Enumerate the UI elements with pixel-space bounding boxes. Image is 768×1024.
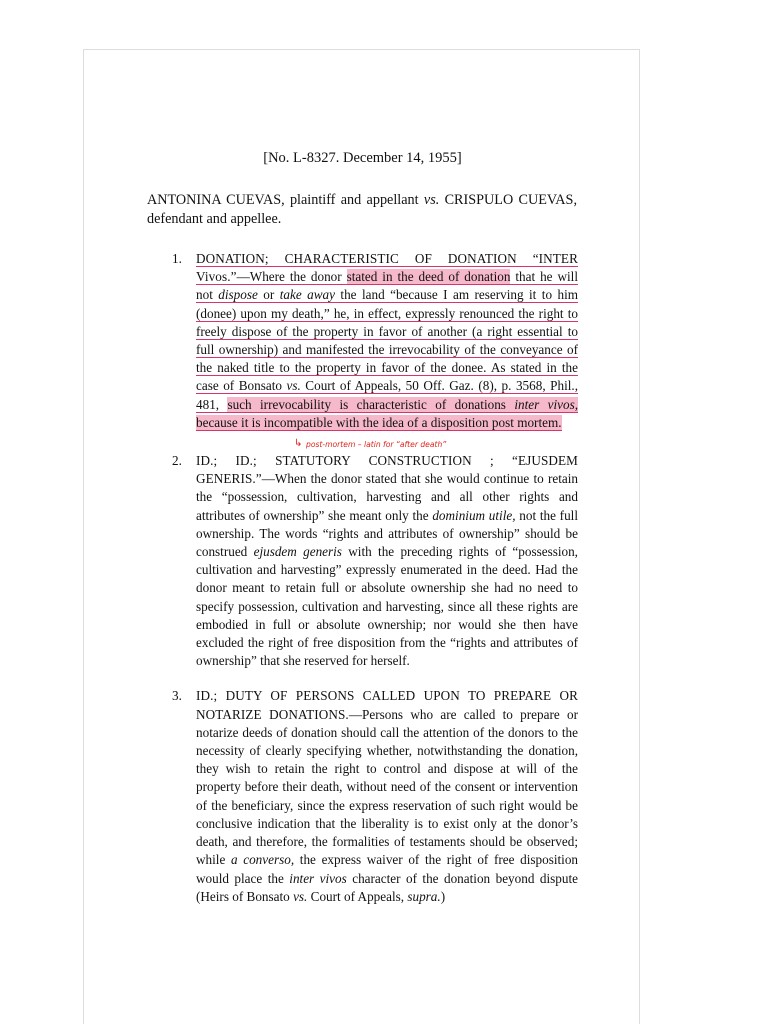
document-page — [83, 49, 640, 1024]
syllabus-item-3 — [172, 687, 578, 905]
syllabus-item-2 — [172, 452, 578, 670]
parties-defendant: CRISPULO CUEVAS, defendant and appellee. — [147, 192, 577, 227]
item-text: that he will not — [196, 269, 578, 303]
case-parties — [147, 191, 577, 229]
item-text: the land “because I am reserving it to him (donee) upon my death,” he, in effect, expressly renounced the right to freely dispose of the property in favor of another (a right essential to full ownership) and manifested the irrevocability of the conveyance of the naked title to the property in favor of the donee. As stated in the case of Bonsato — [196, 287, 578, 394]
item-text: —Persons who are called to prepare or notarize deeds of donation should call the attention of the donors to the necessity of clearly specifying whether, notwithstanding the donation, they wish to retain the right to control and dispose at will of the property before their death, without need of the consent or intervention of the beneficiary, since the express reservation of such right would be conclusive indication that the liberality is to exist only at the donor’s death, and therefore, the formalities of testaments should be observed; while — [196, 706, 578, 868]
item-italic: ejusdem generis — [253, 544, 342, 560]
item-italic: a converso, — [230, 852, 295, 868]
case-number: [No. L-8327. December 14, 1955] — [263, 150, 462, 166]
handwritten-annotation — [196, 432, 578, 452]
item-text: or — [257, 287, 280, 303]
item-number: 3. — [172, 688, 182, 704]
annotation-arrow-icon: ↳ — [294, 438, 303, 450]
highlighted-text: such irrevocability is characteristic of donations — [227, 396, 515, 412]
item-text: not the full ownership. The words “rights and attributes of ownership” should be construed — [196, 507, 578, 560]
item-text: the express waiver of the right of free disposition would place the — [196, 852, 579, 886]
highlighted-text: because it is incompatible with the idea of a disposition post mortem. — [196, 414, 562, 430]
highlighted-text: stated in the deed of donation — [346, 269, 511, 285]
item-text: with the preceding rights of “possession, cultivation and harvesting” expressly enumerated in the deed. Had the donor meant to retain full or absolute ownership she had no need to specify possession, cultivation and harvesting, since all these rights are embodied in full or absolute ownership; nor would she then have excluded the right of free disposition from the “rights and attributes of ownership” that she reserved for herself. — [196, 544, 578, 669]
item-heading: ID.; DUTY OF PERSONS CALLED UPON TO PREPARE OR NOTARIZE DONATIONS. — [196, 688, 578, 722]
item-text: character of the donation beyond dispute (Heirs of Bonsato — [196, 870, 578, 904]
parties-plaintiff: ANTONINA CUEVAS, plaintiff and appellant — [147, 192, 424, 208]
item-number: 1. — [172, 251, 182, 266]
syllabus-list — [172, 250, 578, 906]
annotation-text: post-mortem – latin for “after death” — [306, 440, 447, 450]
parties-vs: vs. — [423, 192, 440, 208]
syllabus-item-1 — [172, 250, 578, 452]
highlighted-italic: inter vivos, — [514, 396, 578, 412]
item-italic: dominium utile, — [432, 507, 516, 523]
item-text: Court of Appeals, — [307, 888, 408, 904]
item-heading: DONATION; CHARACTERISTIC OF DONATION “INTER Vivos.” — [196, 251, 578, 285]
item-text: ) — [440, 888, 446, 904]
item-italic: inter vivos — [289, 870, 347, 886]
item-number: 2. — [172, 453, 182, 469]
item-heading: ID.; ID.; STATUTORY CONSTRUCTION ; “EJUSDEM GENERIS.” — [196, 453, 578, 487]
item-italic: vs. — [293, 888, 308, 904]
item-italic: dispose — [218, 287, 258, 303]
item-text: —When the donor stated that she would continue to retain the “possession, cultivation, harvesting and all other rights and attributes of ownership” she meant only the — [196, 471, 578, 523]
item-italic: vs. — [286, 378, 301, 394]
item-text: Court of Appeals, 50 Off. Gaz. (8), p. 3568, Phil., 481, — [196, 378, 578, 412]
item-italic: take away — [279, 287, 335, 303]
item-text: —Where the donor — [236, 269, 347, 285]
item-italic: supra. — [407, 888, 441, 904]
